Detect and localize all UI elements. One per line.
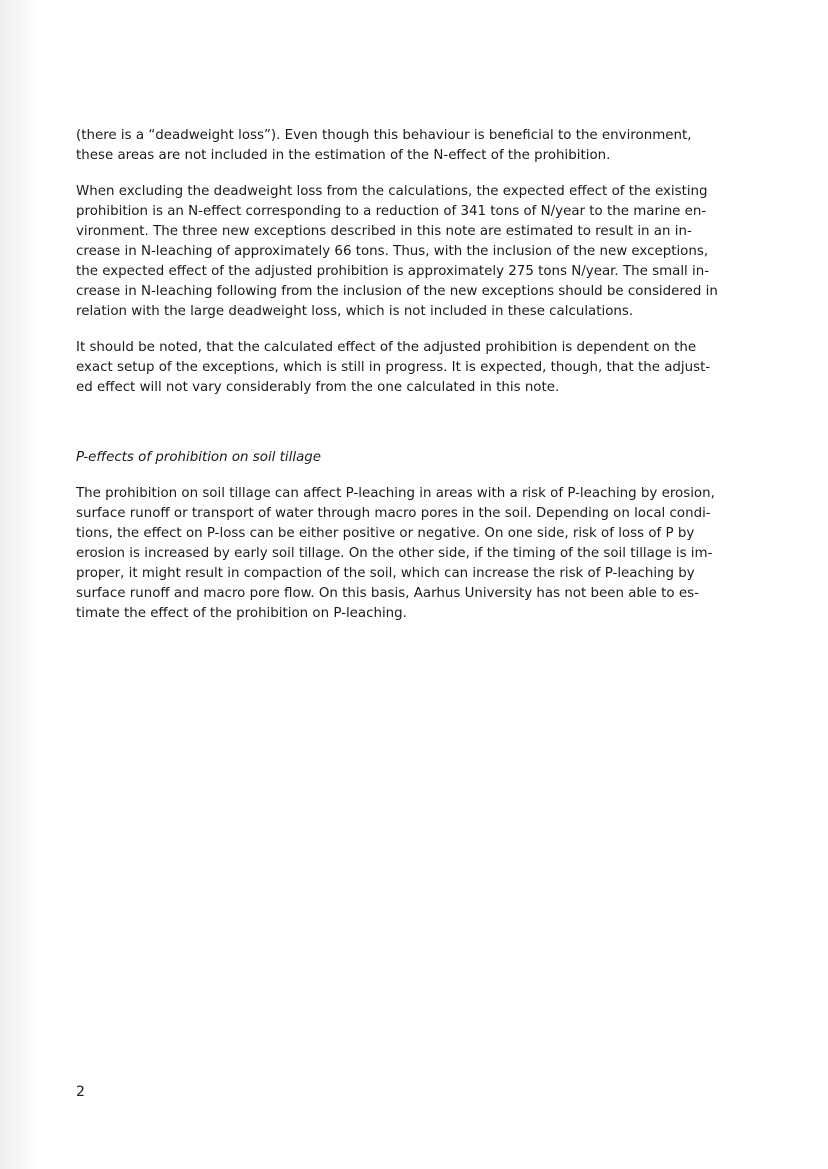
paragraph-n-effect <box>76 182 748 322</box>
text-line: relation with the large deadweight loss, which is not included in these calculations. <box>76 304 634 319</box>
page-number: 2 <box>76 1084 85 1100</box>
text-line: the expected effect of the adjusted prohibition is approximately 275 tons N/year. The small in- <box>76 264 710 279</box>
document-body <box>76 126 748 624</box>
text-line: crease in N-leaching following from the inclusion of the new exceptions should be considered in <box>76 284 718 299</box>
text-line: timate the effect of the prohibition on P-leaching. <box>76 606 407 621</box>
text-line: (there is a “deadweight loss”). Even though this behaviour is beneficial to the environment, <box>76 128 692 143</box>
text-line: proper, it might result in compaction of the soil, which can increase the risk of P-leaching by <box>76 566 695 581</box>
text-line: erosion is increased by early soil tillage. On the other side, if the timing of the soil tillage is im- <box>76 546 713 561</box>
text-line: It should be noted, that the calculated effect of the adjusted prohibition is dependent on the <box>76 340 697 355</box>
text-line: vironment. The three new exceptions described in this note are estimated to result in an in- <box>76 224 692 239</box>
text-line: these areas are not included in the estimation of the N-effect of the prohibition. <box>76 148 611 163</box>
section-heading: P-effects of prohibition on soil tillage <box>76 450 322 465</box>
text-line: exact setup of the exceptions, which is still in progress. It is expected, though, that the adjust- <box>76 360 711 375</box>
scan-shadow <box>0 0 40 1169</box>
paragraph-p-effects <box>76 484 748 624</box>
text-line: surface runoff and macro pore flow. On this basis, Aarhus University has not been able to es- <box>76 586 699 601</box>
text-line: surface runoff or transport of water through macro pores in the soil. Depending on local condi- <box>76 506 711 521</box>
text-line: prohibition is an N-effect corresponding to a reduction of 341 tons of N/year to the marine en- <box>76 204 707 219</box>
text-line: tions, the effect on P-loss can be either positive or negative. On one side, risk of loss of P by <box>76 526 695 541</box>
paragraph-deadweight-intro <box>76 126 748 166</box>
text-line: crease in N-leaching of approximately 66 tons. Thus, with the inclusion of the new exceptions, <box>76 244 709 259</box>
text-line: ed effect will not vary considerably from the one calculated in this note. <box>76 380 560 395</box>
paragraph-note-on-setup <box>76 338 748 398</box>
text-line: When excluding the deadweight loss from the calculations, the expected effect of the existing <box>76 184 708 199</box>
text-line: The prohibition on soil tillage can affect P-leaching in areas with a risk of P-leaching by erosion, <box>76 486 715 501</box>
